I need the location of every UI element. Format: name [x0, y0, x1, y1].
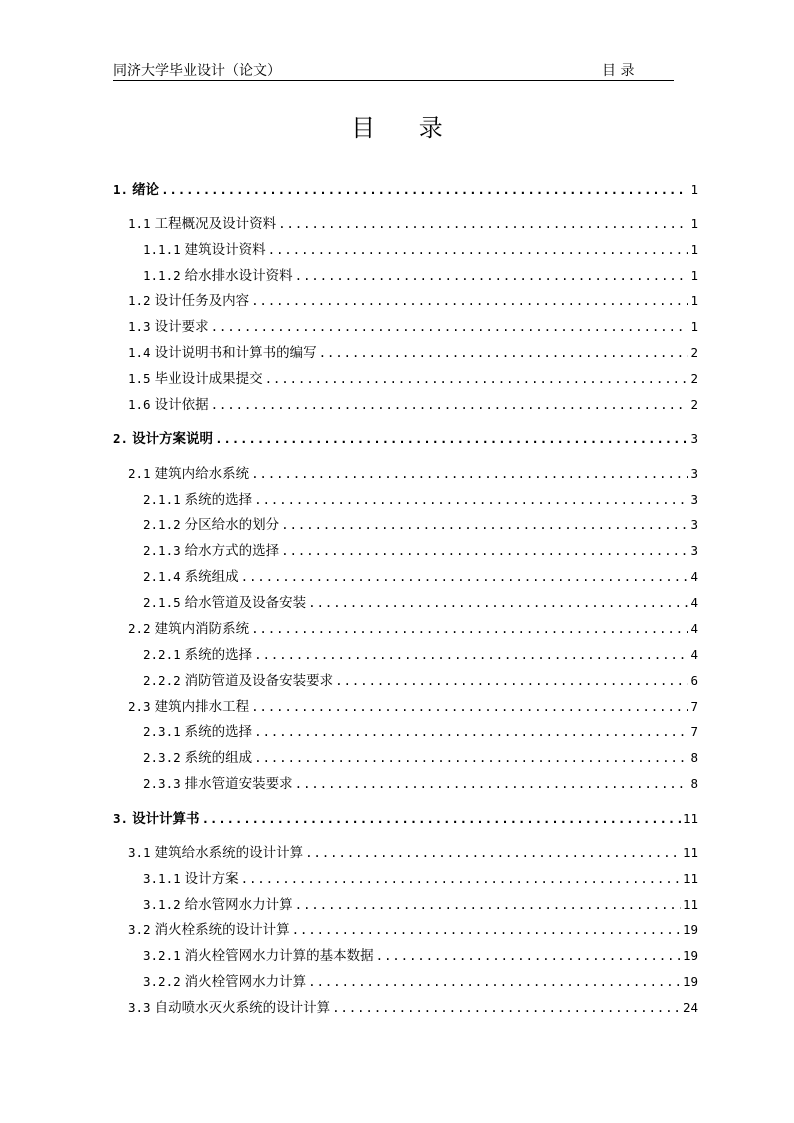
toc-page-number: 6	[690, 673, 698, 688]
toc-leader	[251, 619, 688, 639]
toc-leader	[295, 266, 689, 286]
toc-entry-level3[interactable]	[143, 266, 698, 286]
toc-title: 设计要求	[154, 319, 209, 335]
toc-title: 设计方案说明	[132, 431, 214, 447]
toc-page-number: 3	[690, 431, 698, 446]
toc-leader	[295, 895, 681, 915]
toc-page-number: 4	[690, 569, 698, 584]
toc-page-number: 1	[690, 293, 698, 308]
toc-leader	[254, 645, 688, 665]
toc-number: 1.	[113, 182, 129, 197]
toc-title: 系统组成	[184, 569, 239, 585]
toc-leader	[241, 567, 689, 587]
toc-entry-level1[interactable]	[113, 809, 698, 829]
toc-number: 1.2	[128, 293, 151, 308]
toc-leader	[281, 515, 688, 535]
toc-number: 1.4	[128, 345, 151, 360]
toc-leader	[268, 240, 689, 260]
toc-number: 1.1.1	[143, 242, 181, 257]
toc-number: 2.	[113, 431, 129, 446]
toc-page-number: 3	[690, 492, 698, 507]
toc-leader	[251, 291, 688, 311]
toc-page-number: 7	[690, 699, 698, 714]
toc-leader	[251, 697, 688, 717]
toc-page-number: 2	[690, 345, 698, 360]
toc-page-number: 1	[690, 242, 698, 257]
toc-number: 3.2.1	[143, 948, 181, 963]
toc-entry-level2[interactable]	[128, 291, 698, 311]
toc-number: 3.1	[128, 845, 151, 860]
toc-entry-level2[interactable]	[128, 317, 698, 337]
toc-title: 设计计算书	[132, 811, 200, 827]
toc-leader	[376, 946, 681, 966]
toc-title: 建筑内消防系统	[154, 621, 250, 637]
toc-page-number: 11	[682, 897, 698, 912]
toc-page-number: 3	[690, 466, 698, 481]
toc-entry-level3[interactable]	[143, 541, 698, 561]
toc-leader	[254, 490, 688, 510]
toc-leader	[251, 464, 688, 484]
toc-number: 2.3	[128, 699, 151, 714]
toc-entry-level2[interactable]	[128, 843, 698, 863]
toc-entry-level3[interactable]	[143, 593, 698, 613]
toc-leader	[265, 369, 689, 389]
toc-leader	[308, 972, 681, 992]
toc-title: 建筑内排水工程	[154, 699, 250, 715]
toc-leader	[278, 214, 688, 234]
toc-page-number: 8	[690, 750, 698, 765]
toc-title: 消火栓管网水力计算的基本数据	[184, 948, 374, 964]
toc-entry-level2[interactable]	[128, 619, 698, 639]
toc-number: 2.1.3	[143, 543, 181, 558]
toc-number: 2.1	[128, 466, 151, 481]
toc-entry-level2[interactable]	[128, 464, 698, 484]
toc-entry-level3[interactable]	[143, 869, 698, 889]
toc-page-number: 19	[682, 922, 698, 937]
toc-number: 2.2.2	[143, 673, 181, 688]
toc-page-number: 19	[682, 948, 698, 963]
toc-entry-level3[interactable]	[143, 972, 698, 992]
toc-entry-level2[interactable]	[128, 998, 698, 1018]
toc-title: 设计方案	[184, 871, 239, 887]
toc-leader	[281, 541, 688, 561]
toc-title: 设计说明书和计算书的编写	[154, 345, 317, 361]
toc-title: 系统的选择	[184, 647, 253, 663]
toc-number: 2.2.1	[143, 647, 181, 662]
toc-page-number: 2	[690, 371, 698, 386]
toc-leader	[295, 774, 689, 794]
toc-page-number: 11	[682, 871, 698, 886]
toc-page-number: 4	[690, 595, 698, 610]
toc-entry-level2[interactable]	[128, 697, 698, 717]
toc-leader	[335, 671, 688, 691]
toc-title: 给水方式的选择	[184, 543, 280, 559]
toc-entry-level2[interactable]	[128, 395, 698, 415]
toc-leader	[292, 920, 681, 940]
toc-title: 给水管道及设备安装	[184, 595, 307, 611]
toc-number: 2.2	[128, 621, 151, 636]
toc-leader	[305, 843, 681, 863]
toc-leader	[211, 317, 689, 337]
toc-title: 消火栓系统的设计计算	[154, 922, 290, 938]
toc-entry-level1[interactable]	[113, 180, 698, 200]
toc-leader	[332, 998, 681, 1018]
toc-number: 3.1.1	[143, 871, 181, 886]
toc-page-number: 1	[690, 319, 698, 334]
toc-page-number: 11	[682, 845, 698, 860]
toc-number: 2.1.5	[143, 595, 181, 610]
toc-entry-level3[interactable]	[143, 895, 698, 915]
toc-leader	[319, 343, 689, 363]
toc-number: 2.1.2	[143, 517, 181, 532]
header-section-title: 目 录	[602, 63, 635, 79]
toc-entry-level2[interactable]	[128, 343, 698, 363]
toc-title: 分区给水的划分	[184, 517, 280, 533]
toc-page-number: 19	[682, 974, 698, 989]
toc-title: 排水管道安装要求	[184, 776, 293, 792]
toc-entry-level3[interactable]	[143, 567, 698, 587]
toc-entry-level3[interactable]	[143, 748, 698, 768]
toc-entry-level3[interactable]	[143, 774, 698, 794]
header-document-title: 同济大学毕业设计（论文）	[113, 63, 281, 79]
toc-page-number: 8	[690, 776, 698, 791]
toc-number: 3.3	[128, 1000, 151, 1015]
toc-entry-level3[interactable]	[143, 515, 698, 535]
toc-leader	[215, 429, 688, 449]
toc-number: 3.2	[128, 922, 151, 937]
toc-entry-level2[interactable]	[128, 369, 698, 389]
toc-leader	[254, 722, 688, 742]
toc-title: 设计任务及内容	[154, 293, 250, 309]
toc-page-number: 1	[690, 216, 698, 231]
toc-entry-level1[interactable]	[113, 429, 698, 449]
toc-number: 3.2.2	[143, 974, 181, 989]
toc-title: 自动喷水灭火系统的设计计算	[154, 1000, 331, 1016]
toc-title: 系统的选择	[184, 492, 253, 508]
toc-page-number: 4	[690, 621, 698, 636]
toc-entry-level2[interactable]	[128, 920, 698, 940]
toc-leader	[211, 395, 689, 415]
toc-number: 3.	[113, 811, 129, 826]
toc-number: 2.3.1	[143, 724, 181, 739]
toc-title: 设计依据	[154, 397, 209, 413]
toc-page-number: 24	[682, 1000, 698, 1015]
toc-entry-level3[interactable]	[143, 490, 698, 510]
toc-title: 毕业设计成果提交	[154, 371, 263, 387]
toc-number: 1.5	[128, 371, 151, 386]
toc-page-number: 3	[690, 517, 698, 532]
toc-title: 建筑设计资料	[184, 242, 266, 258]
toc-entry-level3[interactable]	[143, 671, 698, 691]
toc-entry-level2[interactable]	[128, 214, 698, 234]
toc-page-number: 11	[682, 811, 698, 826]
toc-entry-level3[interactable]	[143, 722, 698, 742]
page-title: 目 录	[351, 114, 461, 142]
toc-number: 1.1.2	[143, 268, 181, 283]
toc-page-number: 4	[690, 647, 698, 662]
toc-entry-level3[interactable]	[143, 240, 698, 260]
toc-title: 建筑给水系统的设计计算	[154, 845, 304, 861]
toc-title: 系统的选择	[184, 724, 253, 740]
toc-page-number: 2	[690, 397, 698, 412]
toc-number: 3.1.2	[143, 897, 181, 912]
toc-number: 2.1.4	[143, 569, 181, 584]
toc-title: 绪论	[132, 182, 160, 198]
toc-number: 2.3.2	[143, 750, 181, 765]
toc-title: 消防管道及设备安装要求	[184, 673, 334, 689]
toc-number: 1.3	[128, 319, 151, 334]
toc-leader	[254, 748, 688, 768]
toc-title: 给水管网水力计算	[184, 897, 293, 913]
toc-title: 消火栓管网水力计算	[184, 974, 307, 990]
toc-number: 2.3.3	[143, 776, 181, 791]
toc-number: 1.1	[128, 216, 151, 231]
toc-entry-level3[interactable]	[143, 645, 698, 665]
toc-page-number: 1	[690, 268, 698, 283]
toc-number: 2.1.1	[143, 492, 181, 507]
toc-page-number: 7	[690, 724, 698, 739]
toc-leader	[308, 593, 688, 613]
toc-page-number: 1	[690, 182, 698, 197]
toc-entry-level3[interactable]	[143, 946, 698, 966]
toc-title: 工程概况及设计资料	[154, 216, 277, 232]
toc-leader	[161, 180, 688, 200]
toc-page-number: 3	[690, 543, 698, 558]
toc-leader	[202, 809, 681, 829]
toc-leader	[241, 869, 681, 889]
toc-title: 建筑内给水系统	[154, 466, 250, 482]
toc-title: 给水排水设计资料	[184, 268, 293, 284]
toc-number: 1.6	[128, 397, 151, 412]
toc-title: 系统的组成	[184, 750, 253, 766]
